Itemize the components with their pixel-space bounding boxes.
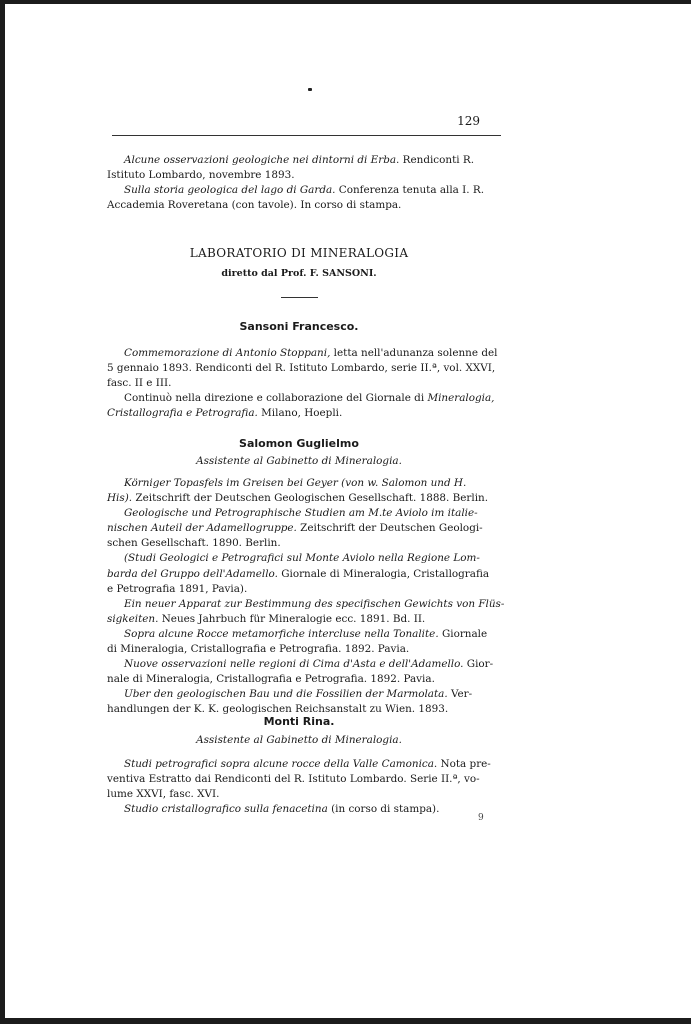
reference-line: Accademia Roveretana (con tavole). In corso di stampa. — [107, 199, 402, 212]
header-rule — [112, 135, 501, 136]
section-subtitle: diretto dal Prof. F. SANSONI. — [221, 268, 377, 279]
author-role-salomon: Assistente al Gabinetto di Mineralogia. — [196, 455, 402, 467]
section-title: LABORATORIO DI MINERALOGIA — [189, 246, 409, 260]
author-heading-salomon: Salomon Guglielmo — [239, 437, 359, 450]
reference-line: Sopra alcune Rocce metamorfiche intercluse nella Tonalite. Giornale — [124, 627, 488, 640]
reference-line: nale di Mineralogia, Cristallografia e Petrografia. 1892. Pavia. — [107, 673, 435, 686]
author-heading-monti: Monti Rina. — [263, 715, 335, 728]
section-divider — [281, 297, 318, 298]
reference-line: Geologische und Petrographische Studien am M.te Aviolo im italie- — [124, 507, 478, 520]
reference-line: 5 gennaio 1893. Rendiconti del R. Istituto Lombardo, serie II.ª, vol. XXVI, — [107, 362, 496, 375]
reference-line: e Petrografia 1891, Pavia). — [107, 582, 248, 595]
reference-line: His). Zeitschrift der Deutschen Geologischen Gesellschaft. 1888. Berlin. — [107, 492, 489, 505]
reference-line: Istituto Lombardo, novembre 1893. — [107, 169, 295, 182]
reference-line: fasc. II e III. — [107, 377, 172, 390]
reference-line: Cristallografia e Petrografia. Milano, Hoepli. — [107, 407, 343, 420]
reference-line: Commemorazione di Antonio Stoppani, letta nell'adunanza solenne del — [124, 347, 498, 359]
reference-line: Alcune osservazioni geologiche nei dintorni di Erba. Rendiconti R. — [124, 154, 474, 166]
reference-line: Sulla storia geologica del lago di Garda. Conferenza tenuta alla I. R. — [124, 184, 485, 197]
reference-line: Uber den geologischen Bau und die Fossilien der Marmolata. Ver- — [124, 688, 473, 701]
reference-line: schen Gesellschaft. 1890. Berlin. — [107, 537, 281, 550]
scan-border-left — [0, 0, 5, 1024]
ink-speck — [308, 88, 312, 91]
intro-references — [107, 153, 498, 213]
reference-line: Ein neuer Apparat zur Bestimmung des specifischen Gewichts von Flüs- — [124, 597, 505, 610]
reference-line: sigkeiten. Neues Jahrbuch für Mineralogie ecc. 1891. Bd. II. — [107, 612, 426, 625]
sansoni-references — [107, 346, 498, 421]
author-role-monti: Assistente al Gabinetto di Mineralogia. — [196, 734, 402, 746]
reference-line: Körniger Topasfels im Greisen bei Geyer (von w. Salomon und H. — [124, 477, 467, 489]
reference-line: barda del Gruppo dell'Adamello. Giornale di Mineralogia, Cristallografia — [107, 567, 490, 580]
scan-border-top — [0, 0, 691, 4]
monti-references — [107, 757, 498, 817]
reference-line: di Mineralogia, Cristallografia e Petrografia. 1892. Pavia. — [107, 643, 410, 656]
reference-line: Studi petrografici sopra alcune rocce della Valle Camonica. Nota pre- — [124, 758, 491, 770]
page-number: 129 — [457, 114, 480, 128]
reference-line: Nuove osservazioni nelle regioni di Cima d'Asta e dell'Adamello. Gior- — [124, 658, 494, 671]
scan-border-bottom — [0, 1018, 691, 1024]
reference-line: (Studi Geologici e Petrografici sul Monte Aviolo nella Regione Lom- — [124, 552, 480, 565]
reference-line: Continuò nella direzione e collaborazione del Giornale di Mineralogia, — [124, 392, 495, 405]
reference-line: ventiva Estratto dai Rendiconti del R. Istituto Lombardo. Serie II.ª, vo- — [107, 773, 480, 786]
author-heading-sansoni: Sansoni Francesco. — [239, 320, 359, 333]
reference-line: handlungen der K. K. geologischen Reichsanstalt zu Wien. 1893. — [107, 703, 449, 716]
reference-line: lume XXVI, fasc. XVI. — [107, 788, 220, 801]
reference-line: Studio cristallografico sulla fenacetina (in corso di stampa). — [124, 803, 440, 816]
reference-line: nischen Auteil der Adamellogruppe. Zeitschrift der Deutschen Geologi- — [107, 522, 483, 535]
signature-number: 9 — [478, 813, 484, 823]
salomon-references — [107, 476, 505, 718]
